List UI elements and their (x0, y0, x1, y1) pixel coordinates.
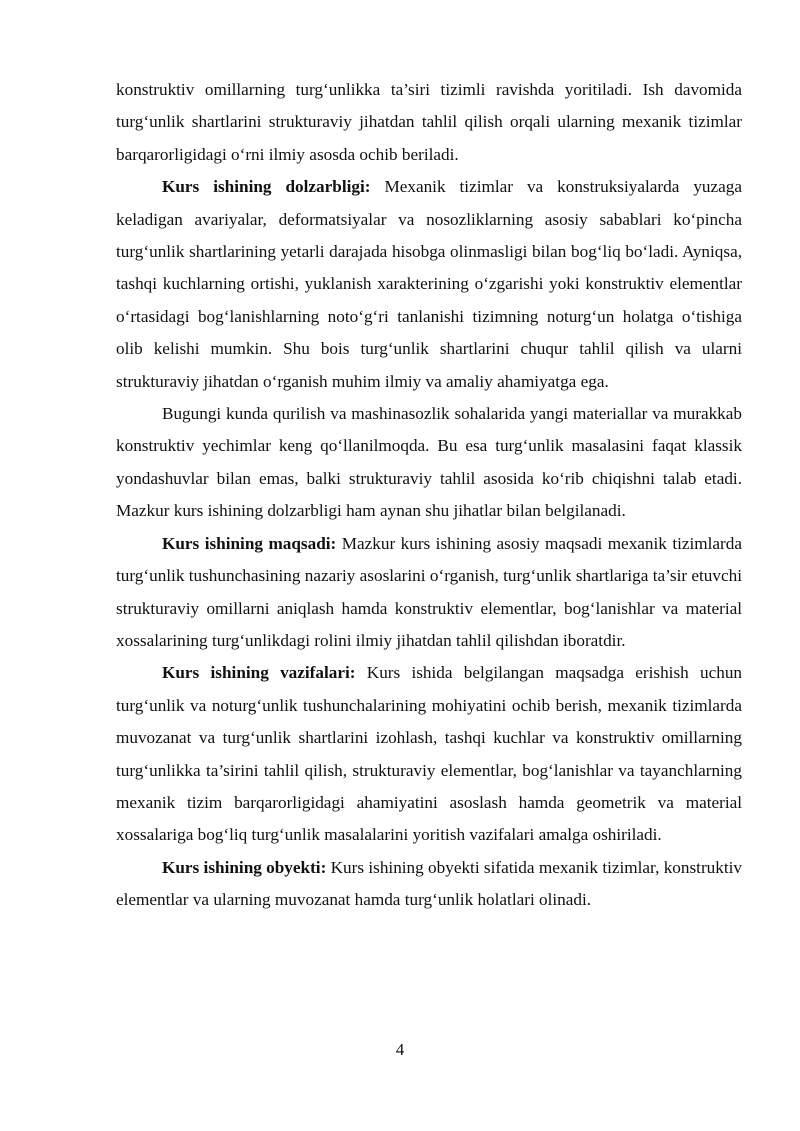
paragraph-tasks (116, 657, 742, 851)
paragraph-relevance (116, 171, 742, 398)
paragraph-text: konstruktiv omillarning turg‘unlikka ta’siri tizimli ravishda yoritiladi. Ish davomida turg‘unlik shartlarini strukturaviy jihatdan tahlil qilish orqali ularning mexanik tizimlar barqarorligidagi o‘rni ilmiy asosda ochib beriladi. (116, 80, 742, 164)
paragraph-text: Mazkur kurs ishining asosiy maqsadi mexanik tizimlarda turg‘unlik tushunchasining nazariy asoslarini o‘rganish, turg‘unlik shartlariga ta’sir etuvchi strukturaviy omillarni aniqlash hamda konstruktiv elementlar, bog‘lanishlar va material xossalarining turg‘unlikdagi rolini ilmiy jihatdan tahlil qilishdan iboratdir. (116, 533, 743, 650)
paragraph-goal (116, 528, 742, 658)
paragraph-text: Mexanik tizimlar va konstruksiyalarda yuzaga keladigan avariyalar, deformatsiyalar va nosozliklarning asosiy sabablari ko‘pincha turg‘unlik shartlarining yetarli darajada hisobga olinmasligi bilan bog‘liq bo‘ladi. Ayniqsa, tashqi kuchlarning ortishi, yuklanish xarakterining o‘zgarishi yoki konstruktiv elementlar o‘rtasidagi bog‘lanishlarning noto‘g‘ri tanlanishi tizimning noturg‘un holatga o‘tishiga olib kelishi mumkin. Shu bois turg‘unlik shartlarini chuqur tahlil qilish va ularni strukturaviy jihatdan o‘rganish muhim ilmiy va amaliy ahamiyatga ega. (116, 177, 742, 391)
paragraph-text: Bugungi kunda qurilish va mashinasozlik sohalarida yangi materiallar va murakkab konstruktiv yechimlar keng qo‘llanilmoqda. Bu esa turg‘unlik masalasini faqat klassik yondashuvlar bilan emas, balki strukturaviy tahlil asosida ko‘rib chiqishni talab etadi. Mazkur kurs ishining dolzarbligi ham aynan shu jihatlar bilan belgilanadi. (116, 404, 742, 521)
section-heading-goal: Kurs ishining maqsadi: (162, 533, 337, 553)
section-heading-tasks: Kurs ishining vazifalari: (162, 663, 356, 683)
paragraph-text: Kurs ishida belgilangan maqsadga erishish uchun turg‘unlik va noturg‘unlik tushunchalarining mohiyatini ochib berish, mexanik tizimlarda muvozanat va turg‘unlik shartlarini izohlash, tashqi kuchlar va konstruktiv omillarning turg‘unlikka ta’sirini tahlil qilish, strukturaviy elementlar, bog‘lanishlar va tayanchlarning mexanik tizim barqarorligidagi ahamiyatini asoslash hamda geometrik va material xossalariga bog‘liq turg‘unlik masalalarini yoritish vazifalari amalga oshiriladi. (116, 663, 743, 845)
page-number: 4 (395, 1040, 405, 1059)
paragraph-intro-continuation (116, 74, 742, 171)
section-heading-relevance: Kurs ishining dolzarbligi: (162, 177, 371, 197)
paragraph-object (116, 852, 742, 917)
document-page (116, 74, 742, 917)
paragraph-modern-context (116, 398, 742, 528)
section-heading-object: Kurs ishining obyekti: (162, 857, 327, 877)
paragraph-text: Kurs ishining obyekti sifatida mexanik tizimlar, konstruktiv elementlar va ularning muvozanat hamda turg‘unlik holatlari olinadi. (116, 857, 742, 910)
